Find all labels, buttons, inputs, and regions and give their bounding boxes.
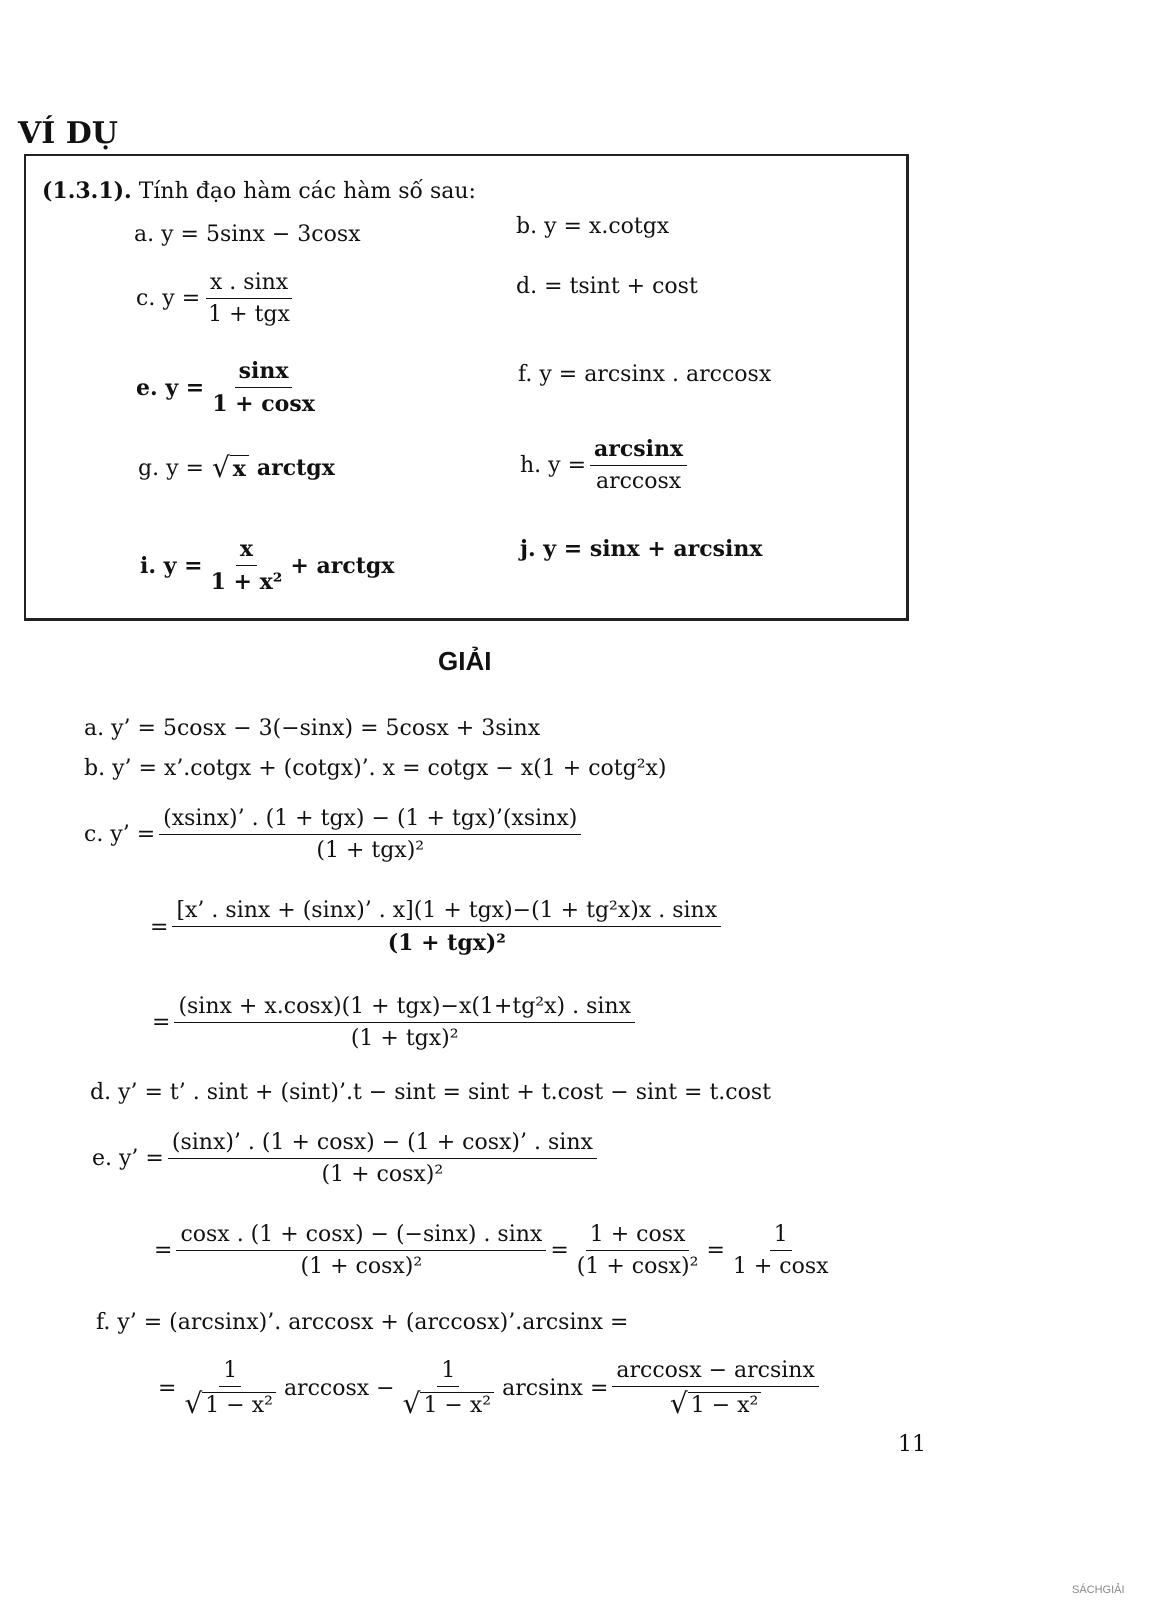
fraction-denominator: (1 + cosx)²	[321, 1162, 444, 1187]
equals-sign: =	[550, 1238, 569, 1263]
radicand: x	[230, 455, 249, 482]
problem-h	[520, 436, 691, 494]
square-root	[211, 451, 249, 484]
solution-f-term-1: arccosx −	[283, 1376, 395, 1401]
fraction-denominator: arccosx	[595, 469, 682, 494]
equals-sign: =	[150, 914, 169, 940]
solution-c-line3	[152, 994, 639, 1051]
solution-f-term-2: arcsinx =	[502, 1376, 609, 1401]
problem-i-label: i. y =	[140, 552, 203, 579]
fraction-numerator: 1	[437, 1358, 459, 1387]
solution-title: GIẢI	[438, 646, 492, 676]
fraction-numerator: arccosx − arcsinx	[612, 1358, 819, 1387]
solution-c-line1	[84, 806, 585, 863]
watermark-logo: SÁCHGIẢI	[1072, 1584, 1125, 1596]
fraction-numerator: 1	[219, 1358, 241, 1387]
fraction-denominator: 1 + cosx	[212, 391, 315, 417]
square-root	[669, 1387, 762, 1420]
page-number: 11	[898, 1432, 926, 1457]
fraction-numerator: x . sinx	[206, 270, 292, 299]
equals-sign: =	[152, 1010, 171, 1035]
radicand: 1 − x²	[420, 1392, 494, 1418]
problem-g-label: g. y =	[138, 455, 204, 481]
problem-header	[42, 178, 476, 204]
radical-sign-icon: √	[211, 451, 230, 484]
problem-c-label: c. y =	[136, 286, 201, 311]
fraction-denominator	[399, 1387, 499, 1419]
solution-b: b. y’ = x’.cotgx + (cotgx)’. x = cotgx − x(1 + cotg²x)	[84, 756, 667, 781]
fraction-numerator: 1 + cosx	[586, 1222, 690, 1251]
problem-i-fraction	[207, 536, 287, 595]
solution-e-fraction-3	[573, 1222, 703, 1279]
problem-c	[136, 270, 298, 327]
problem-c-fraction	[204, 270, 294, 327]
fraction-denominator: (1 + tgx)²	[350, 1026, 459, 1051]
fraction-numerator: x	[236, 536, 257, 566]
solution-e-line1	[92, 1130, 601, 1187]
radicand: 1 − x²	[688, 1392, 762, 1418]
problem-prompt: Tính đạo hàm các hàm số sau:	[138, 179, 476, 204]
solution-e-fraction-1	[168, 1130, 597, 1187]
radical-sign-icon: √	[402, 1387, 421, 1420]
radical-sign-icon: √	[669, 1387, 688, 1420]
solution-e-label: e. y’ =	[92, 1146, 164, 1171]
problem-e-label: e. y =	[136, 374, 205, 401]
fraction-denominator: (1 + tgx)²	[316, 838, 425, 863]
solution-f-line1: f. y’ = (arcsinx)’. arccosx + (arccosx)’.arcsinx =	[96, 1310, 629, 1335]
fraction-numerator: (sinx + x.cosx)(1 + tgx)−x(1+tg²x) . sinx	[174, 994, 635, 1023]
fraction-denominator: 1 + x²	[210, 569, 283, 595]
solution-e-fraction-2	[176, 1222, 546, 1279]
solution-c-fraction-2	[172, 898, 721, 956]
fraction-numerator: sinx	[235, 358, 293, 388]
solution-c-line2	[150, 898, 725, 956]
fraction-denominator: 1 + tgx	[208, 302, 290, 327]
fraction-denominator: (1 + tgx)²	[387, 930, 506, 956]
problem-a: a. y = 5sinx − 3cosx	[134, 222, 361, 247]
fraction-numerator: cosx . (1 + cosx) − (−sinx) . sinx	[176, 1222, 546, 1251]
solution-f-fraction-1	[180, 1358, 280, 1419]
problem-number: (1.3.1).	[42, 178, 132, 204]
solution-c-fraction-3	[174, 994, 635, 1051]
problem-j: j. y = sinx + arcsinx	[520, 536, 763, 562]
fraction-numerator: 1	[770, 1222, 792, 1251]
fraction-denominator: (1 + cosx)²	[576, 1254, 699, 1279]
fraction-numerator: (sinx)’ . (1 + cosx) − (1 + cosx)’ . sinx	[168, 1130, 597, 1159]
radicand: 1 − x²	[202, 1392, 276, 1418]
fraction-numerator: [x’ . sinx + (sinx)’ . x](1 + tgx)−(1 + tg²x)x . sinx	[172, 898, 721, 927]
problem-g-rest: arctgx	[256, 455, 335, 481]
solution-f-line2	[158, 1358, 823, 1419]
section-heading: VÍ DỤ	[18, 116, 118, 151]
solution-c-label: c. y’ =	[84, 822, 156, 847]
fraction-denominator: 1 + cosx	[732, 1254, 829, 1279]
problem-h-fraction	[590, 436, 687, 494]
solution-a: a. y’ = 5cosx − 3(−sinx) = 5cosx + 3sinx	[84, 716, 541, 741]
fraction-denominator	[666, 1387, 766, 1419]
fraction-denominator: (1 + cosx)²	[300, 1254, 423, 1279]
solution-f-fraction-3	[612, 1358, 819, 1419]
problem-e-fraction	[208, 358, 319, 417]
equals-sign: =	[158, 1376, 177, 1401]
solution-d: d. y’ = t’ . sint + (sint)’.t − sint = sint + t.cost − sint = t.cost	[90, 1080, 771, 1105]
solution-f-fraction-2	[399, 1358, 499, 1419]
fraction-denominator	[180, 1387, 280, 1419]
problem-d: d. = tsint + cost	[516, 274, 698, 299]
equals-sign: =	[154, 1238, 173, 1263]
solution-c-fraction-1	[159, 806, 581, 863]
radical-sign-icon: √	[184, 1387, 203, 1420]
problem-g	[138, 451, 335, 484]
square-root	[184, 1387, 276, 1420]
problem-e	[136, 358, 323, 417]
square-root	[402, 1387, 495, 1420]
solution-e-fraction-4	[729, 1222, 833, 1279]
problem-h-label: h. y =	[520, 452, 587, 478]
problem-f: f. y = arcsinx . arccosx	[518, 362, 772, 387]
problem-i-rest: + arctgx	[290, 552, 395, 579]
fraction-numerator: (xsinx)’ . (1 + tgx) − (1 + tgx)’(xsinx)	[159, 806, 581, 835]
problem-i	[140, 536, 394, 595]
problem-b: b. y = x.cotgx	[516, 214, 670, 239]
solution-e-line2	[154, 1222, 837, 1279]
equals-sign: =	[706, 1238, 725, 1263]
fraction-numerator: arcsinx	[590, 436, 687, 466]
